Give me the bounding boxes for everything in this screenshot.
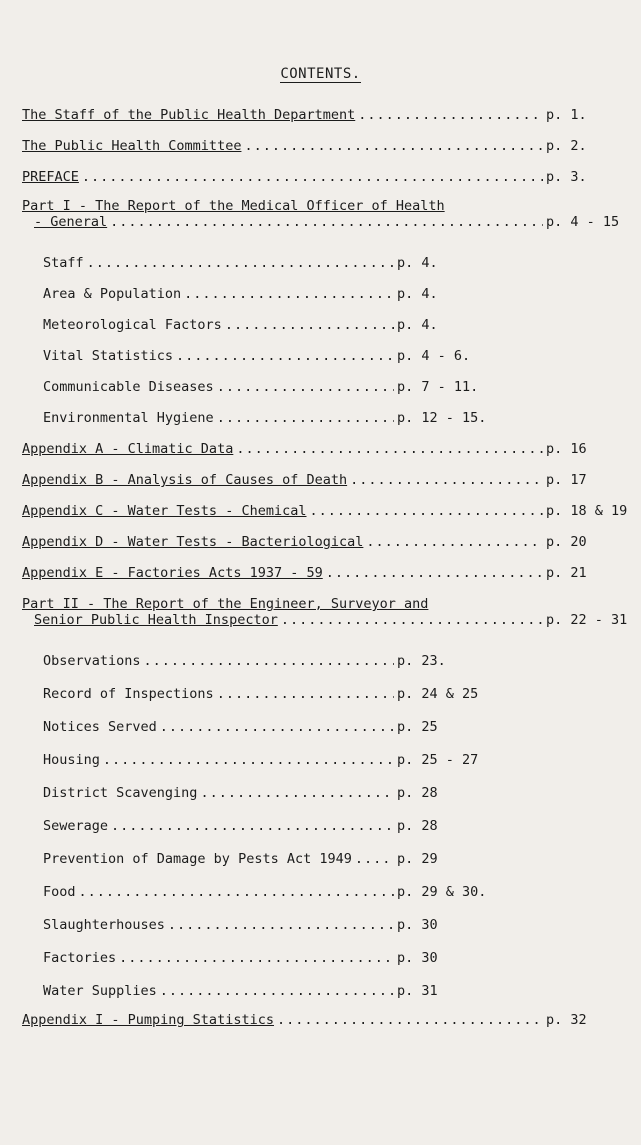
toc-entry-label: Notices Served bbox=[43, 719, 157, 735]
toc-entry-label: The Staff of the Public Health Department bbox=[22, 107, 356, 123]
toc-entry-appendix-b[interactable] bbox=[22, 472, 618, 488]
leader-dots bbox=[110, 214, 543, 230]
toc-entry-page: p. 21 bbox=[546, 565, 587, 581]
toc-entry-part-two[interactable] bbox=[22, 612, 628, 628]
toc-entry-page: p. 4. bbox=[397, 255, 438, 271]
toc-entry-label: Appendix D - Water Tests - Bacteriological bbox=[22, 534, 364, 550]
leader-dots bbox=[184, 286, 394, 302]
leader-dots bbox=[326, 565, 543, 581]
toc-subentry-slaughterhouses[interactable] bbox=[43, 917, 469, 933]
toc-entry-label: Observations bbox=[43, 653, 141, 669]
toc-entry-label: Part II - The Report of the Engineer, Surveyor and bbox=[22, 596, 429, 612]
leader-dots bbox=[236, 441, 543, 457]
toc-entry-page: p. 25 - 27 bbox=[397, 752, 479, 768]
toc-subentry-area-population[interactable] bbox=[43, 286, 469, 302]
toc-entry-page: p. 4 - 15 bbox=[546, 214, 620, 230]
leader-dots bbox=[244, 138, 543, 154]
leader-dots bbox=[225, 317, 394, 333]
toc-entry-label: Water Supplies bbox=[43, 983, 157, 999]
toc-entry-label: Slaughterhouses bbox=[43, 917, 165, 933]
toc-entry-page: p. 20 bbox=[546, 534, 587, 550]
toc-entry-public-health-committee[interactable] bbox=[22, 138, 618, 154]
toc-entry-page: p. 2. bbox=[546, 138, 587, 154]
toc-entry-page: p. 12 - 15. bbox=[397, 410, 487, 426]
toc-entry-page: p. 29 bbox=[397, 851, 438, 867]
toc-entry-page: p. 25 bbox=[397, 719, 438, 735]
toc-subentry-observations[interactable] bbox=[43, 653, 469, 669]
toc-entry-page: p. 31 bbox=[397, 983, 438, 999]
toc-entry-page: p. 24 & 25 bbox=[397, 686, 479, 702]
toc-entry-label: Appendix A - Climatic Data bbox=[22, 441, 234, 457]
toc-entry-label: Sewerage bbox=[43, 818, 109, 834]
toc-entry-page: p. 32 bbox=[546, 1012, 587, 1028]
toc-entry-label: Appendix E - Factories Acts 1937 - 59 bbox=[22, 565, 323, 581]
leader-dots bbox=[358, 107, 543, 123]
leader-dots bbox=[168, 917, 394, 933]
toc-entry-page: p. 28 bbox=[397, 818, 438, 834]
toc-entry-page: p. 16 bbox=[546, 441, 587, 457]
toc-subentry-sewerage[interactable] bbox=[43, 818, 469, 834]
toc-entry-label-continued: Senior Public Health Inspector bbox=[34, 612, 278, 628]
toc-subentry-communicable-diseases[interactable] bbox=[43, 379, 479, 395]
toc-entry-label-continued: - General bbox=[34, 214, 108, 230]
toc-entry-page: p. 4. bbox=[397, 286, 438, 302]
toc-subentry-notices-served[interactable] bbox=[43, 719, 469, 735]
toc-entry-page: p. 22 - 31 bbox=[546, 612, 628, 628]
toc-entry-appendix-i[interactable] bbox=[22, 1012, 618, 1028]
toc-entry-part-one[interactable] bbox=[22, 214, 618, 230]
toc-entry-label: Part I - The Report of the Medical Officer of Health bbox=[22, 198, 445, 214]
toc-entry-label: PREFACE bbox=[22, 169, 79, 185]
leader-dots bbox=[144, 653, 394, 669]
toc-subentry-factories[interactable] bbox=[43, 950, 469, 966]
toc-entry-page: p. 28 bbox=[397, 785, 438, 801]
toc-entry-preface[interactable] bbox=[22, 169, 618, 185]
toc-entry-page: p. 23. bbox=[397, 653, 446, 669]
leader-dots bbox=[160, 719, 394, 735]
toc-entry-label: Staff bbox=[43, 255, 84, 271]
toc-entry-label: Appendix B - Analysis of Causes of Death bbox=[22, 472, 348, 488]
leader-dots bbox=[79, 884, 394, 900]
toc-subentry-district-scavenging[interactable] bbox=[43, 785, 469, 801]
toc-entry-label: Appendix I - Pumping Statistics bbox=[22, 1012, 274, 1028]
toc-entry-page: p. 29 & 30. bbox=[397, 884, 487, 900]
toc-entry-appendix-c[interactable] bbox=[22, 503, 628, 519]
toc-entry-page: p. 3. bbox=[546, 169, 587, 185]
leader-dots bbox=[366, 534, 543, 550]
leader-dots bbox=[119, 950, 394, 966]
toc-subentry-food[interactable] bbox=[43, 884, 487, 900]
toc-entry-label: Housing bbox=[43, 752, 100, 768]
toc-entry-label: Environmental Hygiene bbox=[43, 410, 214, 426]
toc-entry-label: Record of Inspections bbox=[43, 686, 214, 702]
toc-entry-label: Meteorological Factors bbox=[43, 317, 222, 333]
toc-subentry-meteorological-factors[interactable] bbox=[43, 317, 469, 333]
leader-dots bbox=[217, 379, 394, 395]
page-title: CONTENTS. bbox=[280, 66, 361, 82]
toc-entry-page: p. 17 bbox=[546, 472, 587, 488]
toc-subentry-vital-statistics[interactable] bbox=[43, 348, 469, 364]
toc-entry-part-two-line1[interactable] bbox=[22, 596, 428, 612]
toc-entry-page: p. 7 - 11. bbox=[397, 379, 479, 395]
leader-dots bbox=[350, 472, 543, 488]
leader-dots bbox=[160, 983, 394, 999]
toc-entry-page: p. 1. bbox=[546, 107, 587, 123]
toc-entry-staff-of-department[interactable] bbox=[22, 107, 618, 123]
leader-dots bbox=[281, 612, 543, 628]
toc-subentry-prevention-of-damage-by-pests[interactable] bbox=[43, 851, 469, 867]
toc-entry-label: The Public Health Committee bbox=[22, 138, 242, 154]
toc-entry-page: p. 18 & 19 bbox=[546, 503, 628, 519]
leader-dots bbox=[217, 410, 394, 426]
toc-entry-page: p. 4. bbox=[397, 317, 438, 333]
leader-dots bbox=[82, 169, 543, 185]
leader-dots bbox=[217, 686, 394, 702]
toc-subentry-water-supplies[interactable] bbox=[43, 983, 469, 999]
toc-entry-page: p. 30 bbox=[397, 950, 438, 966]
leader-dots bbox=[277, 1012, 543, 1028]
toc-entry-page: p. 4 - 6. bbox=[397, 348, 471, 364]
toc-entry-page: p. 30 bbox=[397, 917, 438, 933]
toc-entry-appendix-d[interactable] bbox=[22, 534, 618, 550]
toc-subentry-housing[interactable] bbox=[43, 752, 479, 768]
leader-dots bbox=[103, 752, 394, 768]
toc-subentry-environmental-hygiene[interactable] bbox=[43, 410, 487, 426]
toc-entry-label: District Scavenging bbox=[43, 785, 198, 801]
toc-entry-label: Appendix C - Water Tests - Chemical bbox=[22, 503, 307, 519]
toc-entry-part-one-line1[interactable] bbox=[22, 198, 445, 214]
leader-dots bbox=[176, 348, 394, 364]
leader-dots bbox=[111, 818, 394, 834]
toc-entry-appendix-e[interactable] bbox=[22, 565, 618, 581]
toc-entry-label: Communicable Diseases bbox=[43, 379, 214, 395]
toc-entry-label: Vital Statistics bbox=[43, 348, 174, 364]
leader-dots bbox=[87, 255, 394, 271]
leader-dots bbox=[309, 503, 543, 519]
toc-entry-label: Area & Population bbox=[43, 286, 182, 302]
leader-dots bbox=[355, 851, 394, 867]
toc-subentry-record-of-inspections[interactable] bbox=[43, 686, 479, 702]
leader-dots bbox=[200, 785, 394, 801]
toc-entry-label: Prevention of Damage by Pests Act 1949 bbox=[43, 851, 352, 867]
toc-entry-label: Food bbox=[43, 884, 76, 900]
toc-subentry-staff[interactable] bbox=[43, 255, 469, 271]
toc-entry-label: Factories bbox=[43, 950, 117, 966]
toc-entry-appendix-a[interactable] bbox=[22, 441, 618, 457]
